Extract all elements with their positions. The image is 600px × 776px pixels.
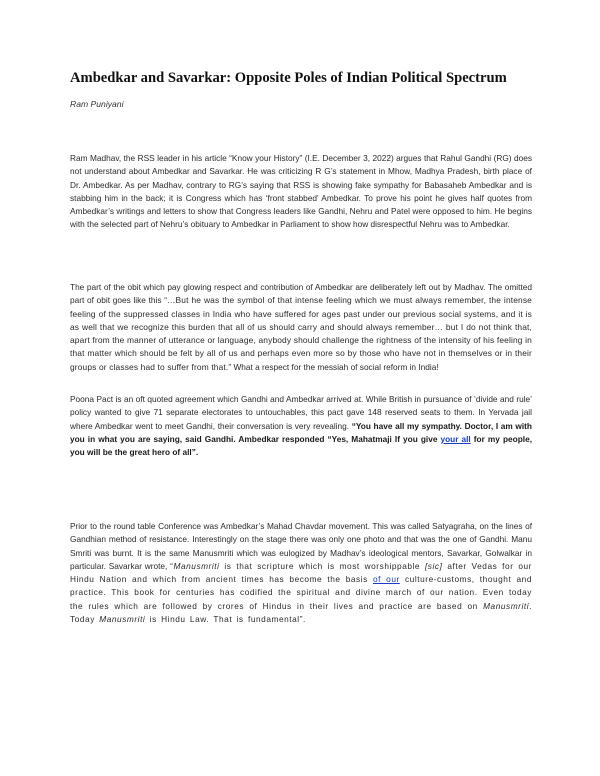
sic-marker: [sic] xyxy=(424,560,443,571)
quote-part-e: . Today xyxy=(70,600,532,625)
article-author: Ram Puniyani xyxy=(70,99,124,109)
quote-part-c: after Vedas for our Hindu Nation and which from ancient times has become the basis xyxy=(70,560,532,585)
gandhi-ambedkar-quote-start: “You have all my sympathy. Doctor, I am with you in what you are saying, said Gandhi. Ambedkar responded “Yes, Mahatmaji If you give xyxy=(70,420,532,444)
your-all-link[interactable]: your all xyxy=(440,433,471,444)
paragraph-4-text: Prior to the round table Conference was Ambedkar’s Mahad Chavdar movement. This was called Satyagraha, on the lines of Gandhian method of resistance. Interestingly on the stage there was only one photo and that was the one of Gandhi. Manu Smriti was burnt. It is the same Manusmriti which was eulogized by Madhav’s ideological mentors, Savarkar, Golwalkar in particular. Savarkar wrote, xyxy=(70,521,532,571)
nehru-obituary-quote: …But he was the symbol of that intense feeling which we must always remember, the intense feeling of the suppressed classes in India who have suffered for ages past under our previous social systems, and it is as well that we recognize this burden that all of us should carry and should always remember… but I do not think that, apart from the manner of utterance or language, anybody should challenge the rightness of the intensity of his feeling in that matter which should be felt by all of us and perhaps even more so by those who have not in themselves or in their groups or classes had to suffer from that. xyxy=(70,295,532,372)
paragraph-3-text: Poona Pact is an oft quoted agreement which Gandhi and Ambedkar arrived at. While British in pursuance of ‘divide and rule’ policy wanted to give 71 separate electorates to untouchables, this pact gave 148 reserved seats to them. In Yervada jail where Ambedkar went to meet Gandhi, their conversation is very revealing. xyxy=(70,394,532,431)
quote-part-b: is that scripture which is most worshippable xyxy=(219,560,425,571)
manusmriti-term: Manusmriti xyxy=(483,600,530,611)
paragraph-3 xyxy=(70,393,532,459)
of-our-link[interactable]: of our xyxy=(373,574,400,585)
paragraph-1-text: Ram Madhav, the RSS leader in his article “Know your History” (I.E. December 3, 2022) argues that Rahul Gandhi (RG) does not understand about Ambedkar and Savarkar. He was criticizing R G’s statement in Mhow, Madhya Pradesh, birth place of Dr. Ambedkar. As per Madhav, contrary to RG’s saying that RSS is showing fake sympathy for Babasaheb Ambedkar and is stabbing him in the back; it is Congress which has ‘front stabbed’ Ambedkar. To prove his point he gives half quotes from Ambedkar’s writings and letters to show that Congress leaders like Gandhi, Nehru and Patel were opposed to him. He begins with the selected part of Nehru’s obituary to Ambedkar in Parliament to show how disrespectful Nehru was to Ambedkar. xyxy=(70,153,532,230)
quote-part-f: is Hindu Law. That is fundamental”. xyxy=(145,614,306,625)
paragraph-4 xyxy=(70,520,532,626)
paragraph-1 xyxy=(70,152,532,232)
quote-part-d: culture-customs, thought and practice. This book for centuries has codified the spiritual and divine march of our nation. Even today the rules which are followed by crores of Hindus in their lives and practice are based on xyxy=(70,574,532,611)
gandhi-ambedkar-quote-end: for my people, you will be the great hero of all”. xyxy=(70,433,532,458)
paragraph-2 xyxy=(70,281,532,374)
quote-open: “ xyxy=(170,560,174,571)
article-title: Ambedkar and Savarkar: Opposite Poles of Indian Political Spectrum xyxy=(70,70,507,86)
manusmriti-term: Manusmriti xyxy=(99,614,146,625)
paragraph-2-outro: ” What a respect for the messiah of social reform in India! xyxy=(228,361,439,372)
paragraph-2-intro: The part of the obit which pay glowing respect and contribution of Ambedkar are deliberately left out by Madhav. The omitted part of obit goes like this “ xyxy=(70,282,532,306)
manusmriti-term: Manusmriti xyxy=(173,560,220,571)
